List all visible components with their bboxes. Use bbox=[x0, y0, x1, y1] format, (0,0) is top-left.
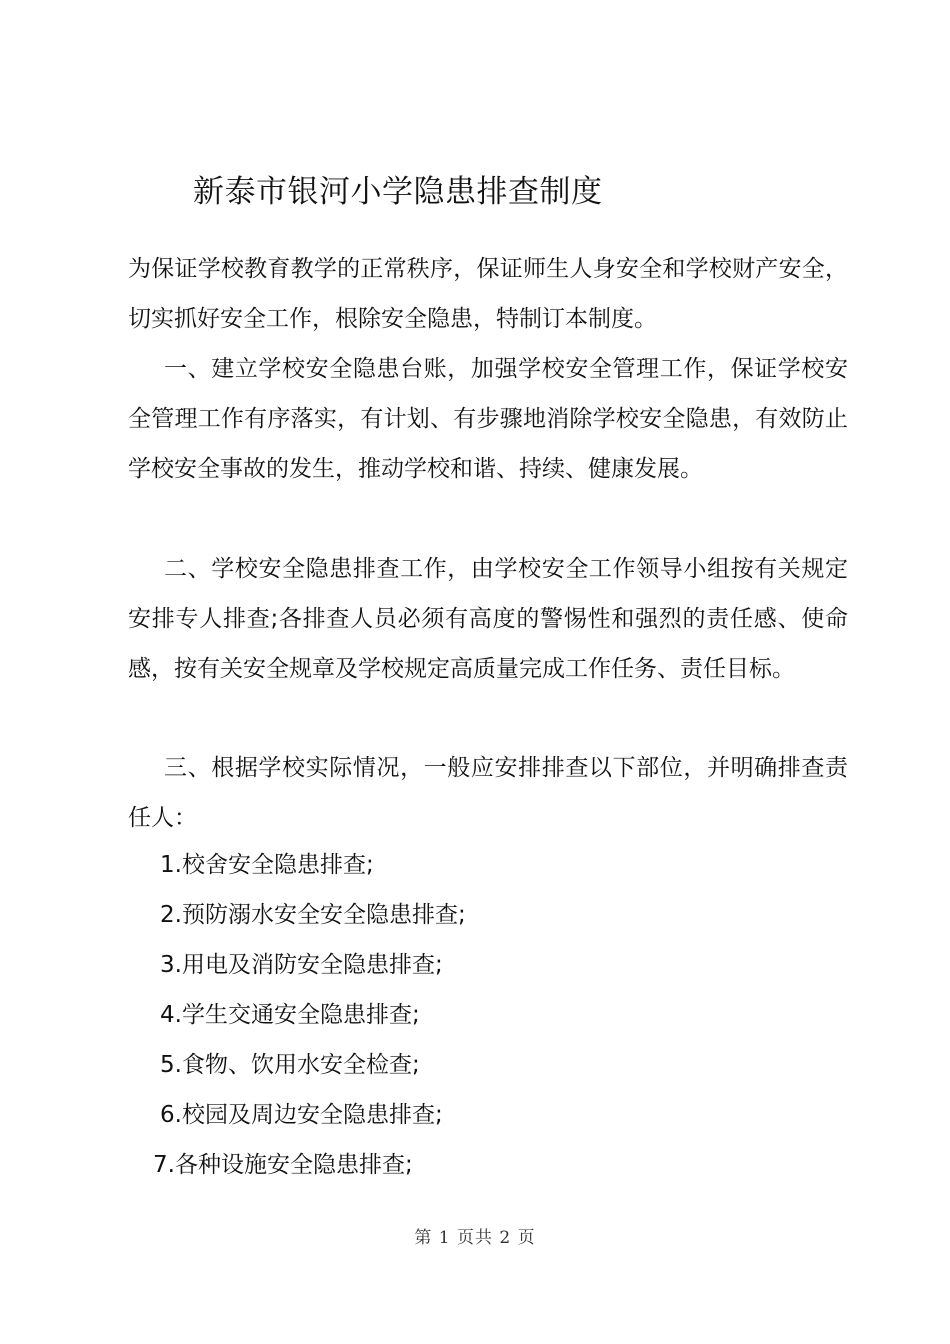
list-item-5: 5.食物、饮用水安全检查; bbox=[160, 1052, 420, 1078]
list-item-4: 4.学生交通安全隐患排查; bbox=[160, 1002, 420, 1028]
list-item-1: 1.校舍安全隐患排查; bbox=[160, 852, 374, 878]
list-item-2: 2.预防溺水安全安全隐患排查; bbox=[160, 902, 466, 928]
page-footer: 第 1 页共 2 页 bbox=[414, 1228, 536, 1248]
paragraph-2: 二、学校安全隐患排查工作，由学校安全工作领导小组按有关规定安排专人排查;各排查人员必须有高度的警惕性和强烈的责任感、使命感，按有关安全规章及学校规定高质量完成工作任务、责任目标。 bbox=[128, 556, 848, 682]
paragraph-1: 一、建立学校安全隐患台账，加强学校安全管理工作，保证学校安全管理工作有序落实，有计划、有步骤地消除学校安全隐患，有效防止学校安全事故的发生，推动学校和谐、持续、健康发展。 bbox=[128, 356, 848, 482]
list-item-6: 6.校园及周边安全隐患排查; bbox=[160, 1102, 443, 1128]
list-item-3: 3.用电及消防安全隐患排查; bbox=[160, 952, 443, 978]
list-item-7: 7.各种设施安全隐患排查; bbox=[153, 1152, 413, 1178]
intro-paragraph: 为保证学校教育教学的正常秩序，保证师生人身安全和学校财产安全，切实抓好安全工作，根除安全隐患，特制订本制度。 bbox=[128, 256, 848, 332]
document-title: 新泰市银河小学隐患排查制度 bbox=[193, 174, 603, 210]
paragraph-3: 三、根据学校实际情况，一般应安排排查以下部位，并明确排查责任人： bbox=[128, 755, 848, 831]
